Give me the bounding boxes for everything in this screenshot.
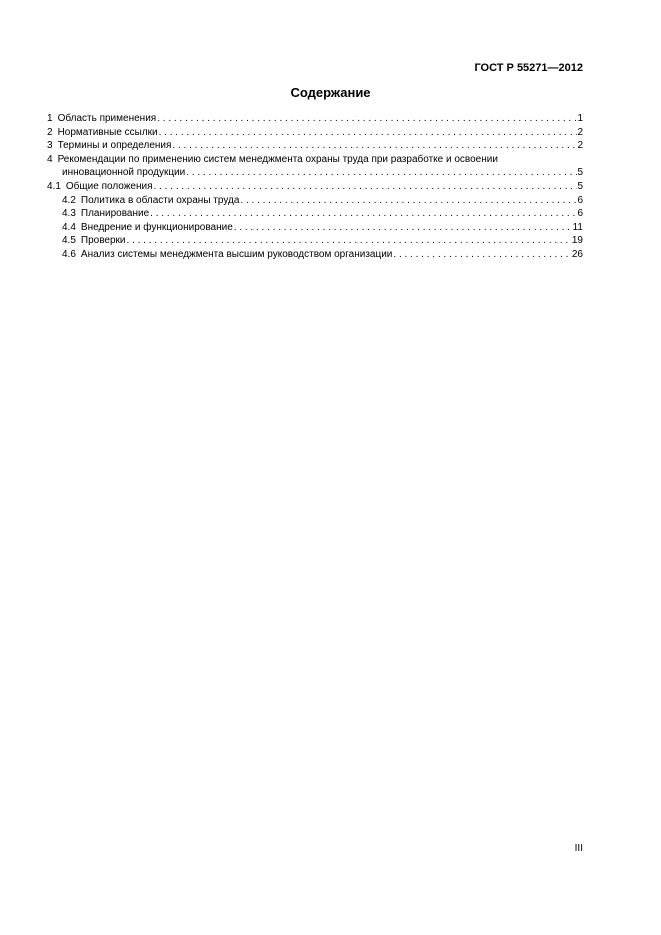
toc-leader-dots [185,166,577,180]
toc-entry-text: Термины и определения [57,140,172,152]
toc-entry-number: 4.3 [62,208,76,220]
toc-entry-text: Планирование [80,208,150,220]
toc-leader-dots [171,139,577,153]
toc-entry-number: 3 [47,140,53,152]
toc-entry-number: 1 [47,113,53,124]
toc-entry-number: 4.1 [47,180,61,192]
toc-entry-4-1[interactable] [47,180,583,194]
toc-entry-page: 5 [577,180,583,192]
toc-leader-dots [149,207,577,221]
toc-leader-dots [233,221,573,235]
toc-entry-page: 1 [577,113,583,124]
toc-entry-number: 2 [47,126,53,138]
toc-entry-text: Политика в области охраны труда [80,194,240,206]
toc-title: Содержание [290,85,371,100]
toc-entry-page: 6 [577,194,583,206]
toc-entry-number: 4.2 [62,194,76,206]
toc-entry-4-2[interactable] [47,194,583,208]
toc-entry-1[interactable] [47,112,583,126]
toc-entry-number: 4.6 [62,248,76,260]
page-number: III [574,843,583,854]
toc-leader-dots [158,126,578,140]
standard-code: ГОСТ Р 55271—2012 [474,62,583,74]
toc-entry-text: Область применения [57,113,157,124]
toc-entry-page: 5 [577,167,583,179]
toc-entry-4[interactable] [47,153,583,180]
toc-entry-page: 2 [577,126,583,138]
toc-entry-4-3[interactable] [47,207,583,221]
toc-entry-page: 2 [577,140,583,152]
toc-entry-page: 26 [571,248,583,260]
toc-entry-page: 19 [571,235,583,247]
toc-entry-text: Анализ системы менеджмента высшим руководством организации [80,248,393,260]
toc-leader-dots [156,112,577,126]
toc-leader-dots [153,180,578,194]
toc-entry-page: 6 [577,208,583,220]
toc-entry-text: Внедрение и функционирование [80,221,233,233]
toc-entry-4-4[interactable] [47,221,583,235]
toc-entry-text: Рекомендации по применению систем менеджмента охраны труда при разработке и освоении [57,153,498,165]
toc-entry-4-6[interactable] [47,248,583,262]
toc-entry-3[interactable] [47,139,583,153]
toc-entry-text-continued: инновационной продукции [62,167,186,179]
toc-leader-dots [239,194,577,208]
toc-entry-2[interactable] [47,126,583,140]
toc-entry-number: 4.4 [62,221,76,233]
toc-entry-4-5[interactable] [47,234,583,248]
toc-leader-dots [126,234,572,248]
toc-entry-page: 11 [572,221,583,233]
toc-entry-text: Нормативные ссылки [57,126,158,138]
toc-entry-text: Общие положения [65,180,153,192]
toc-entry-number: 4 [47,153,53,165]
toc-entry-number: 4.5 [62,235,76,247]
toc-entry-text: Проверки [80,235,126,247]
table-of-contents [47,112,583,262]
toc-leader-dots [392,248,571,262]
